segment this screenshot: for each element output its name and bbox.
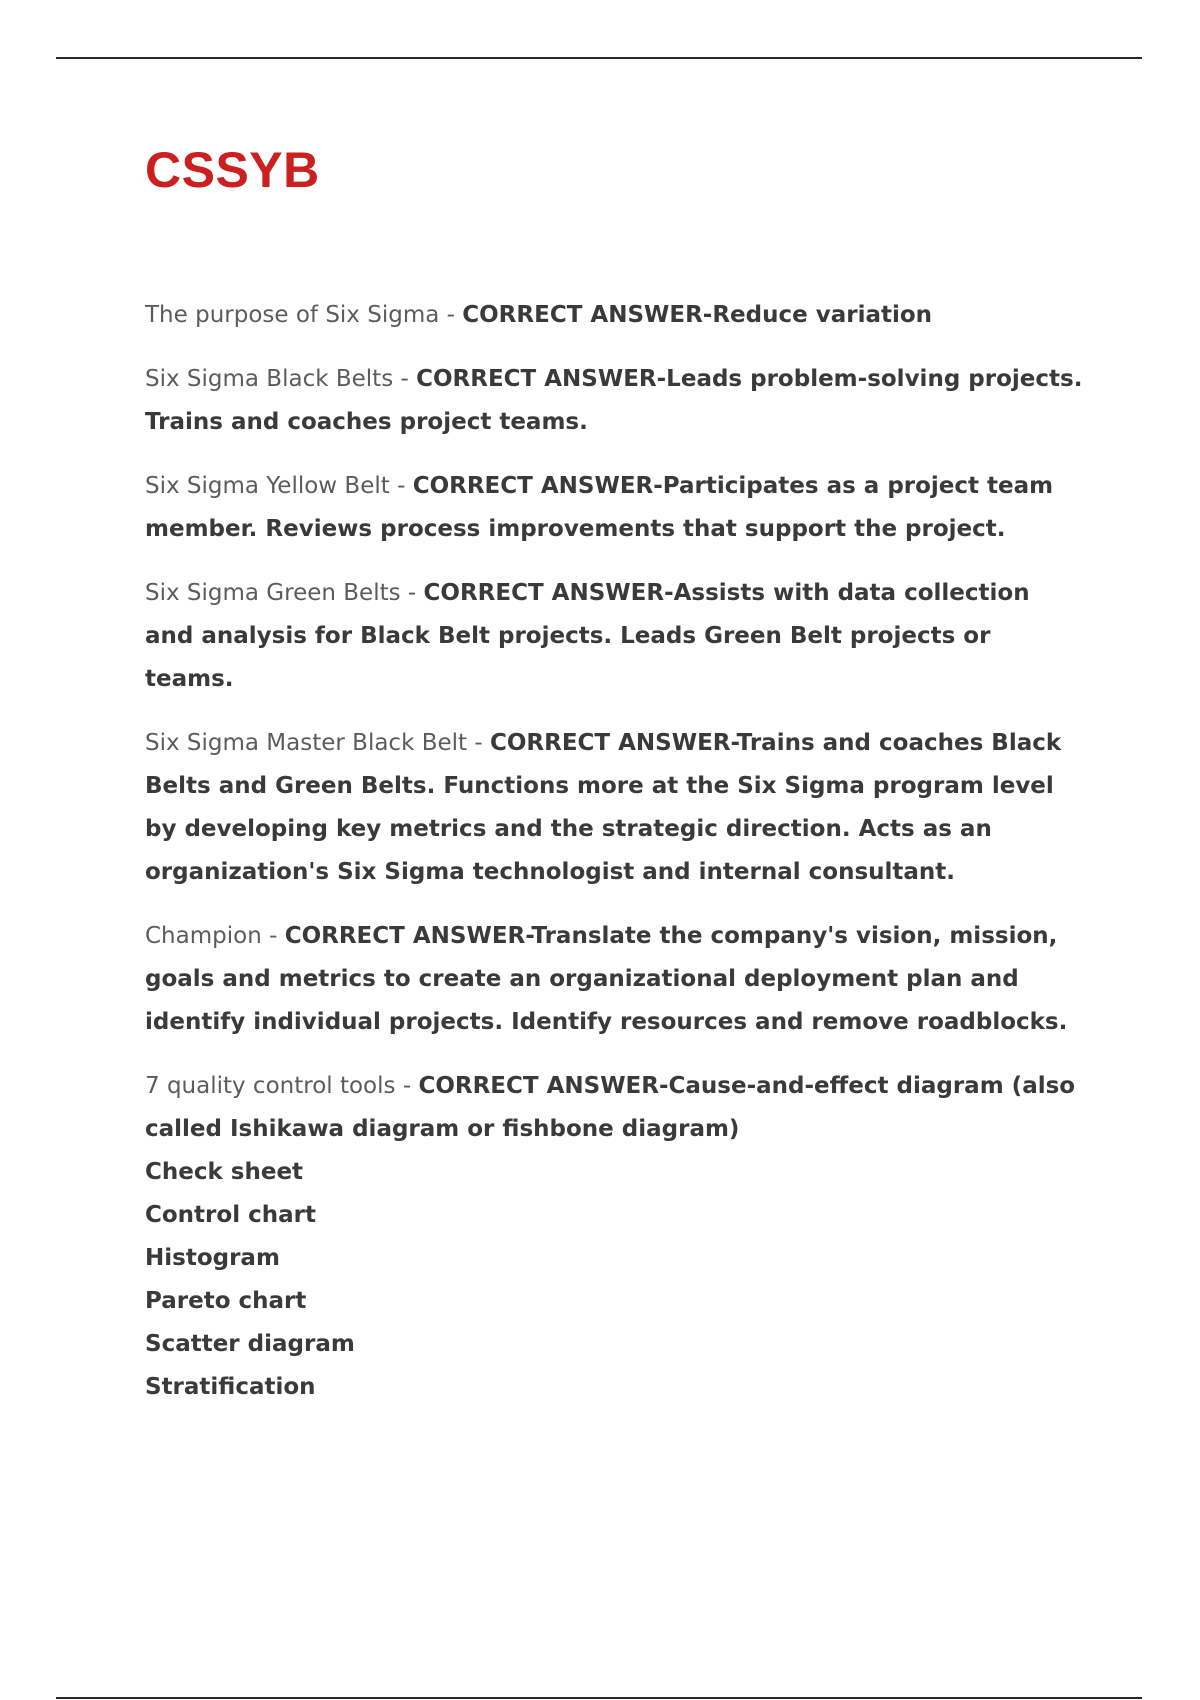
tool-list-item: Pareto chart [145,1288,307,1314]
qa-item-quality-tools [145,1065,1085,1409]
qa-separator: - [400,580,424,606]
qa-question: 7 quality control tools [145,1073,396,1099]
qa-item-purpose [145,294,1085,337]
tool-list-item: Histogram [145,1245,280,1271]
qa-answer: CORRECT ANSWER-Translate the company's vision, mission, goals and metrics to create an organizational deployment plan and identify individual projects. Identify resources and remove roadblocks. [145,923,1068,1035]
tool-list-item: Check sheet [145,1159,304,1185]
qa-answer: CORRECT ANSWER-Leads problem-solving projects. Trains and coaches project teams. [145,366,1083,435]
qa-question: Champion [145,923,262,949]
qa-question: Six Sigma Yellow Belt [145,473,390,499]
qa-answer: CORRECT ANSWER-Participates as a project team member. Reviews process improvements that support the project. [145,473,1054,542]
qa-question: Six Sigma Black Belts [145,366,394,392]
qa-question: Six Sigma Master Black Belt [145,730,468,756]
qa-item-green-belts [145,572,1085,701]
tool-list-item: Scatter diagram [145,1331,355,1357]
qa-answer: CORRECT ANSWER-Reduce variation [462,302,933,328]
qa-answer: CORRECT ANSWER-Cause-and-effect diagram (also called Ishikawa diagram or fishbone diagram) [145,1073,1076,1142]
qa-item-master-black-belt [145,722,1085,894]
qa-separator: - [261,923,285,949]
qa-separator: - [439,302,463,328]
qa-question: The purpose of Six Sigma [145,302,440,328]
tool-list-item: Stratification [145,1374,316,1400]
qa-item-champion [145,915,1085,1044]
tool-list-item: Control chart [145,1202,316,1228]
qa-separator: - [389,473,413,499]
bottom-rule [56,1697,1142,1699]
top-rule [56,57,1142,59]
qa-answer: CORRECT ANSWER-Trains and coaches Black Belts and Green Belts. Functions more at the Six Sigma program level by developing key metrics and the strategic direction. Acts as an organization's Six Sigma technologist and internal consultant. [145,730,1062,885]
qa-answer: CORRECT ANSWER-Assists with data collection and analysis for Black Belt projects. Leads Green Belt projects or teams. [145,580,1030,692]
qa-separator: - [393,366,417,392]
document-title: CSSYB [145,142,320,198]
qa-separator: - [467,730,490,756]
qa-question: Six Sigma Green Belts [145,580,401,606]
qa-item-black-belts [145,358,1085,444]
qa-separator: - [395,1073,419,1099]
qa-item-yellow-belt [145,465,1085,551]
qa-list [145,294,1085,1430]
